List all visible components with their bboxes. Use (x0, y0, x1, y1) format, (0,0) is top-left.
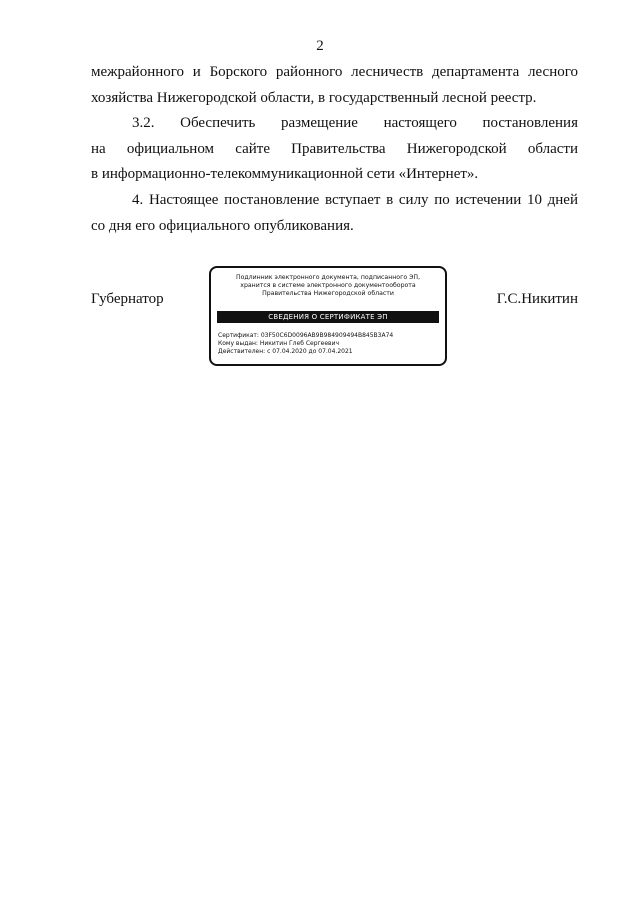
text-line: 3.2. Обеспечить размещение настоящего постановления (132, 115, 578, 131)
text-line: на официальном сайте Правительства Нижегородской области (91, 140, 578, 157)
stamp-header-line: Правительства Нижегородской области (262, 290, 394, 297)
text-line: межрайонного и Борского районного лесничеств департамента лесного (91, 64, 578, 80)
stamp-details (218, 332, 393, 356)
signatory-position: Губернатор (91, 291, 164, 307)
paragraph-continuation (91, 60, 578, 111)
paragraph-item-3-2 (91, 111, 578, 188)
signatory-name: Г.С.Никитин (496, 291, 578, 307)
text-line: хозяйства Нижегородской области, в государственный лесной реестр. (91, 89, 537, 106)
stamp-header (211, 274, 445, 298)
electronic-signature-stamp (209, 266, 447, 366)
paragraph-item-4 (91, 188, 578, 239)
stamp-validity: Действителен: с 07.04.2020 до 07.04.2021 (218, 348, 353, 355)
stamp-header-line: хранится в системе электронного документооборота (240, 282, 416, 289)
stamp-title-bar: СВЕДЕНИЯ О СЕРТИФИКАТЕ ЭП (217, 311, 439, 323)
text-line: в информационно-телекоммуникационной сети «Интернет». (91, 166, 479, 182)
stamp-certificate: Сертификат: 03F50C6D0096AB9B984909494B845B3A74 (218, 332, 394, 339)
text-line: 4. Настоящее постановление вступает в силу по истечении 10 дней (132, 192, 578, 208)
page-number: 2 (316, 38, 324, 54)
text-line: со дня его официального опубликования. (91, 217, 354, 234)
stamp-header-line: Подлинник электронного документа, подписанного ЭП, (235, 274, 421, 281)
stamp-issued-to: Кому выдан: Никитин Глеб Сергеевич (218, 340, 340, 347)
